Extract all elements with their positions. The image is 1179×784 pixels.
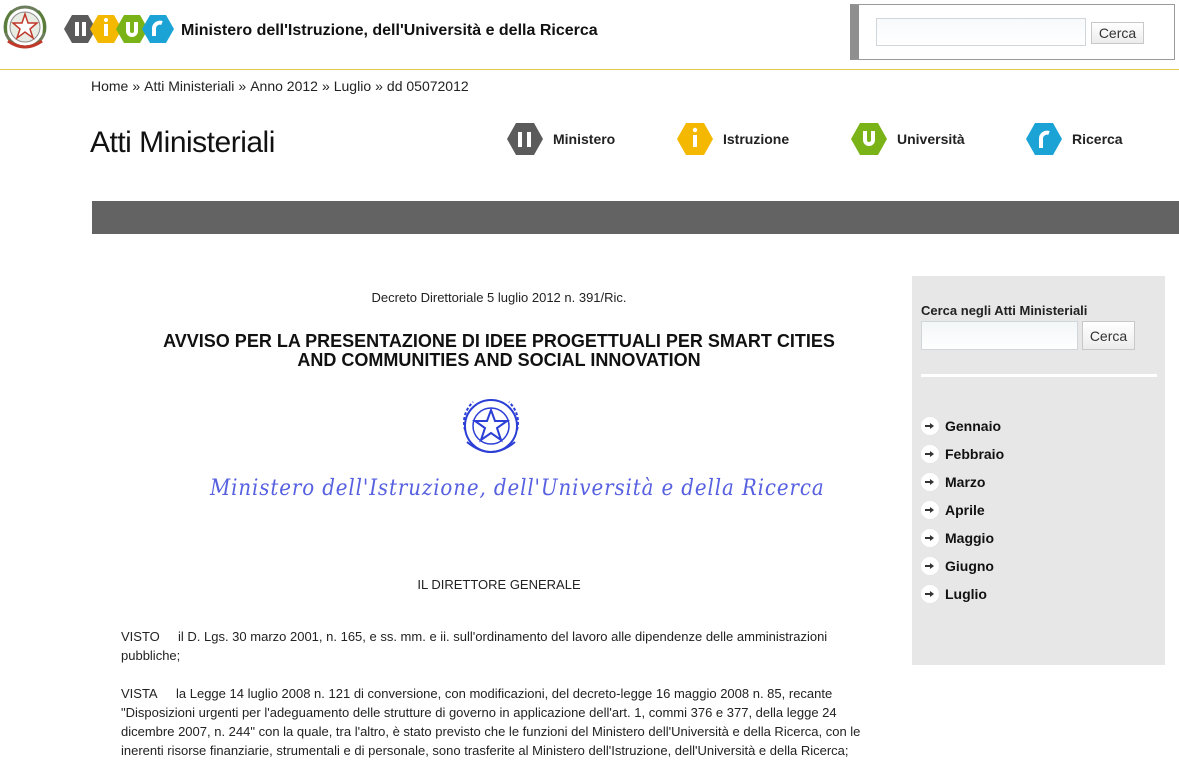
sidebar-search-input[interactable] [921, 321, 1078, 350]
italian-republic-emblem-icon [2, 3, 48, 53]
preamble-keyword: VISTA [121, 686, 158, 701]
arrow-right-icon [921, 585, 939, 603]
month-item-giugno[interactable] [921, 552, 1004, 580]
nav-label: Ricerca [1072, 131, 1123, 147]
preamble-text: la Legge 14 luglio 2008 n. 121 di conversione, con modificazioni, del decreto-legge 16 maggio 2008 n. 85, recante "Disposizioni urgenti per l'adeguamento delle strutture di governo in applicazione dell'art. 1, commi 376 e 377, della legge 24 dicembre 2007, n. 244" con la quale, tra l'altro, è stato previsto che le funzioni del Ministero dell'Università e della Ricerca, con le inerenti risorse finanziarie, strumentali e di personale, sono trasferite al Ministero dell'Istruzione, dell'Università e della Ricerca; [121, 686, 861, 758]
breadcrumb-separator: » [238, 78, 247, 94]
preamble-text: il D. Lgs. 30 marzo 2001, n. 165, e ss. mm. e ii. sull'ordinamento del lavoro alle dipendenze delle amministrazioni pubbliche; [121, 629, 828, 663]
universita-u-icon [850, 120, 888, 158]
arrow-right-icon [921, 501, 939, 519]
month-item-febbraio[interactable] [921, 440, 1004, 468]
nav-item-ministero[interactable] [506, 120, 615, 158]
document-title-line: AND COMMUNITIES AND SOCIAL INNOVATION [297, 350, 701, 370]
document-title [92, 332, 906, 370]
ministry-script-signature: Ministero dell'Istruzione, dell'Università e della Ricerca [210, 476, 825, 501]
header-search-input[interactable] [876, 18, 1086, 46]
preamble-keyword: VISTO [121, 629, 160, 644]
breadcrumb-separator: » [375, 78, 383, 94]
decree-reference: Decreto Direttoriale 5 luglio 2012 n. 391/Ric. [371, 290, 627, 305]
nav-label: Istruzione [723, 131, 790, 147]
month-label: Febbraio [945, 446, 1005, 462]
ministry-name[interactable]: Ministero dell'Istruzione, dell'Università e della Ricerca [181, 22, 598, 39]
breadcrumb-atti-ministeriali[interactable]: Atti Ministeriali [144, 78, 235, 94]
month-item-maggio[interactable] [921, 524, 1004, 552]
breadcrumb-separator: » [321, 78, 330, 94]
breadcrumb-home[interactable]: Home [91, 78, 129, 94]
sidebar [912, 276, 1165, 665]
month-item-luglio[interactable] [921, 580, 1004, 608]
month-label: Giugno [945, 558, 994, 574]
arrow-right-icon [921, 445, 939, 463]
arrow-right-icon [921, 473, 939, 491]
nav-item-universita[interactable] [850, 120, 965, 158]
header-search-box [850, 4, 1175, 60]
document-title-line: AVVISO PER LA PRESENTAZIONE DI IDEE PROGETTUALI PER SMART CITIES [163, 331, 835, 351]
month-label: Maggio [945, 530, 994, 546]
breadcrumb-luglio[interactable]: Luglio [333, 78, 372, 94]
sidebar-divider [921, 374, 1157, 377]
arrow-right-icon [921, 557, 939, 575]
sidebar-search-button[interactable]: Cerca [1082, 321, 1135, 350]
month-item-aprile[interactable] [921, 496, 1004, 524]
breadcrumb-current: dd 05072012 [386, 78, 469, 94]
nav-label: Università [897, 131, 965, 147]
miur-logo-icon [62, 11, 174, 47]
month-item-gennaio[interactable] [921, 412, 1004, 440]
ricerca-r-icon [1025, 120, 1063, 158]
preamble-paragraph [121, 684, 881, 760]
breadcrumb-anno-2012[interactable]: Anno 2012 [250, 78, 318, 94]
month-label: Luglio [945, 586, 987, 602]
page-title: Atti Ministeriali [90, 126, 275, 159]
breadcrumb-separator: » [132, 78, 141, 94]
arrow-right-icon [921, 529, 939, 547]
month-label: Aprile [945, 502, 985, 518]
site-header [0, 0, 1179, 70]
ministero-m-icon [506, 120, 544, 158]
nav-item-ricerca[interactable] [1025, 120, 1123, 158]
month-item-marzo[interactable] [921, 468, 1004, 496]
nav-label: Ministero [553, 131, 616, 147]
month-label: Gennaio [945, 418, 1002, 434]
preamble-paragraph [121, 627, 881, 665]
header-search-button[interactable]: Cerca [1091, 22, 1144, 44]
arrow-right-icon [921, 417, 939, 435]
sidebar-search-label: Cerca negli Atti Ministeriali [921, 303, 1088, 318]
month-label: Marzo [945, 474, 986, 490]
nav-item-istruzione[interactable] [676, 120, 789, 158]
istruzione-i-icon [676, 120, 714, 158]
section-bar [92, 201, 1179, 234]
month-list [921, 412, 1004, 608]
director-heading: IL DIRETTORE GENERALE [417, 577, 581, 592]
breadcrumb [91, 78, 469, 94]
republic-seal-icon [459, 396, 523, 464]
